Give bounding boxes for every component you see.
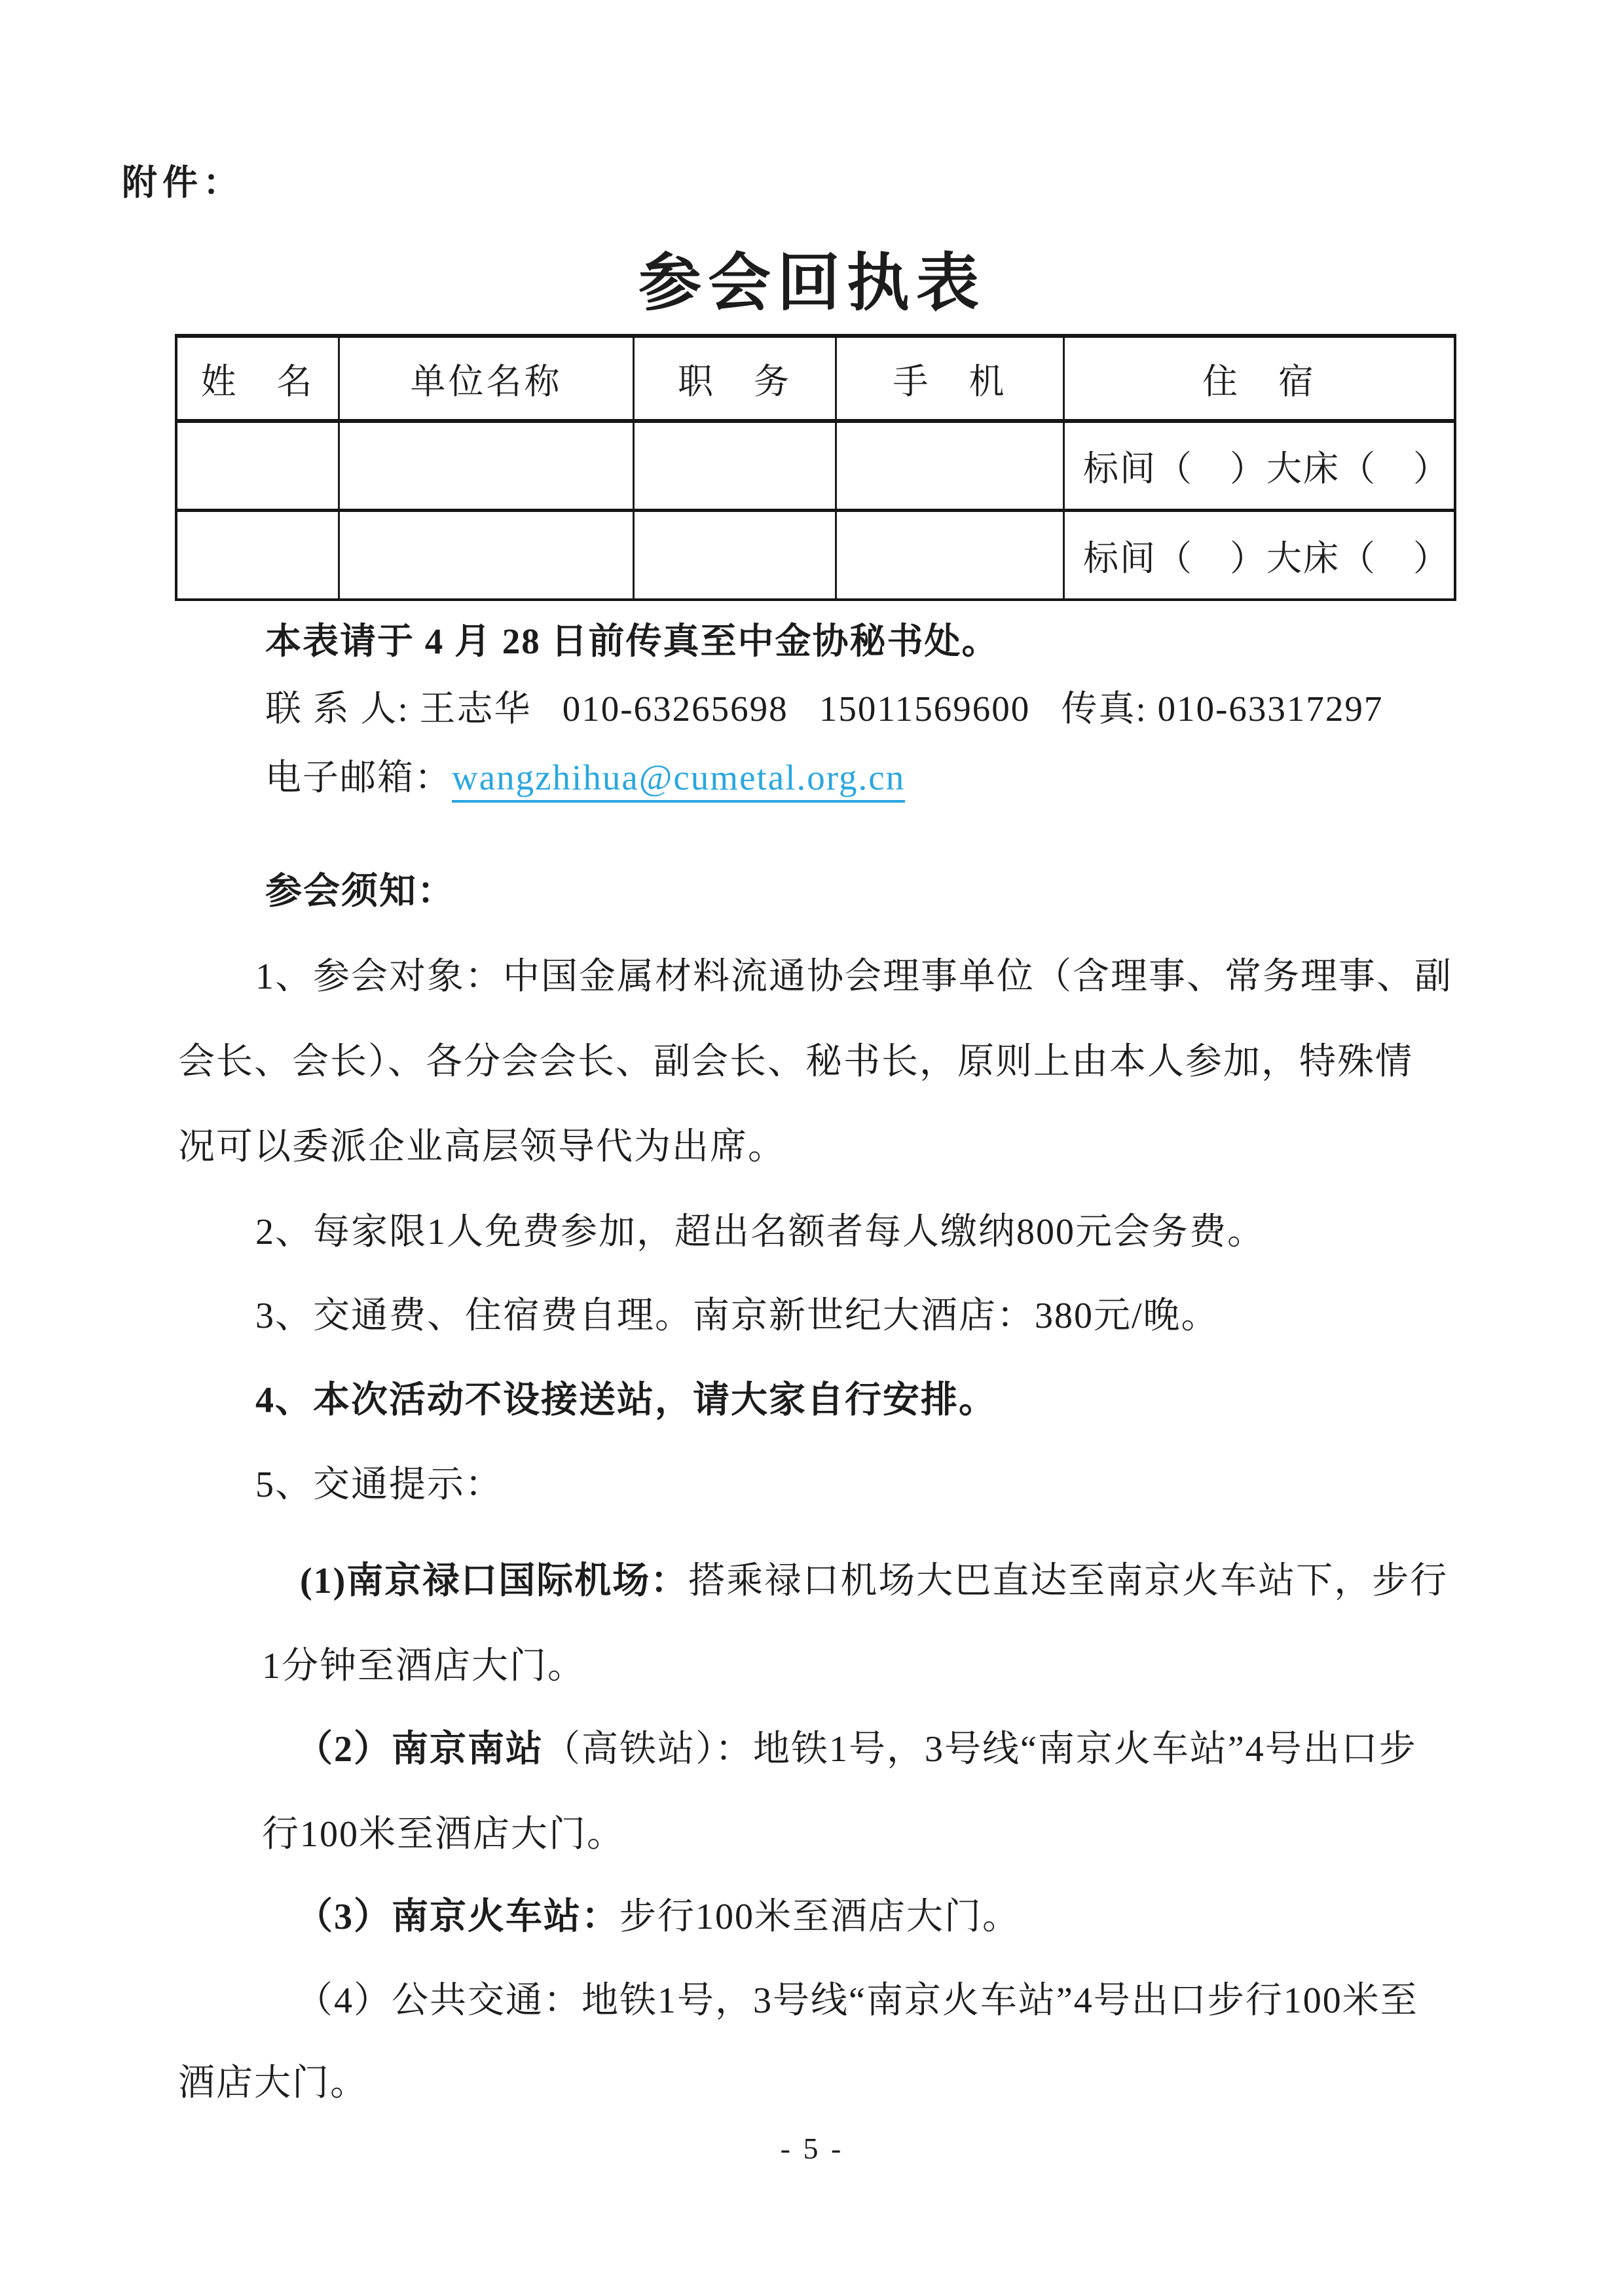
transport-sub2-title: （2）南京南站 [296,1729,544,1770]
notice-item5: 5、交通提示： [255,1465,503,1505]
notice-item1-line2: 会长、会长）、各分会会长、副会长、秘书长，原则上由本人参加，特殊情 [178,1042,1413,1082]
notice-item1-line3: 况可以委派企业高层领导代为出席。 [178,1127,786,1167]
table-cell-lodging-row1: 标间（ ）大床（ ） [1065,423,1454,512]
notice-item3: 3、交通费、住宿费自理。南京新世纪大酒店：380元/晚。 [255,1296,1219,1336]
transport-sub2-cont: 行100米至酒店大门。 [262,1814,625,1855]
table-cell-name-row1 [177,423,340,512]
table-cell-mobile-row2 [837,512,1065,598]
reply-form-table [175,334,1456,601]
table-cell-position-row1 [635,423,837,512]
transport-sub1-cont: 1分钟至酒店大门。 [262,1646,585,1686]
transport-sub3 [296,1896,1020,1938]
transport-sub3-title: （3）南京火车站： [296,1897,619,1937]
table-header-lodging: 住 宿 [1065,338,1454,423]
notice-item4: 4、本次活动不设接送站，请大家自行安排。 [255,1380,997,1421]
email-line [265,757,905,798]
transport-sub2-text: （高铁站）：地铁1号，3号线“南京火车站”4号出口步 [544,1729,1417,1770]
transport-sub4-line1: （4）公共交通：地铁1号，3号线“南京火车站”4号出口步行100米至 [296,1980,1418,2021]
table-cell-name-row2 [177,512,340,598]
fax-deadline-note: 本表请于 4 月 28 日前传真至中金协秘书处。 [265,621,999,661]
page-title: 参会回执表 [638,248,986,318]
table-cell-position-row2 [635,512,837,598]
table-cell-lodging-row2: 标间（ ）大床（ ） [1083,538,1450,578]
table-cell-company-row1 [340,423,635,512]
contact-line: 联 系 人: 王志华 010-63265698 15011569600 传真: 010-63317297 [265,689,1384,729]
notice-item1-line1: 1、参会对象：中国金属材料流通协会理事单位（含理事、常务理事、副 [255,957,1452,997]
notice-item2: 2、每家限1人免费参加，超出名额者每人缴纳800元会务费。 [255,1212,1265,1252]
attachment-label: 附件： [122,163,244,202]
transport-sub2 [296,1728,1417,1770]
table-header-position: 职 务 [635,338,837,423]
transport-sub3-text: 步行100米至酒店大门。 [619,1897,1020,1937]
email-link[interactable]: wangzhihua@cumetal.org.cn [452,757,905,803]
transport-sub1 [300,1560,1448,1602]
email-label: 电子邮箱： [265,757,452,797]
transport-sub4-line2: 酒店大门。 [178,2063,368,2104]
table-header-name: 姓 名 [177,338,340,423]
table-cell-mobile-row1 [837,423,1065,512]
table-header-mobile: 手 机 [837,338,1065,423]
transport-sub1-title: (1)南京禄口国际机场： [300,1561,689,1601]
notice-heading: 参会须知： [265,871,455,912]
table-cell-company-row2 [340,512,635,598]
page-number: - 5 - [780,2132,844,2165]
table-header-company: 单位名称 [340,338,635,423]
transport-sub1-text: 搭乘禄口机场大巴直达至南京火车站下，步行 [688,1561,1449,1601]
